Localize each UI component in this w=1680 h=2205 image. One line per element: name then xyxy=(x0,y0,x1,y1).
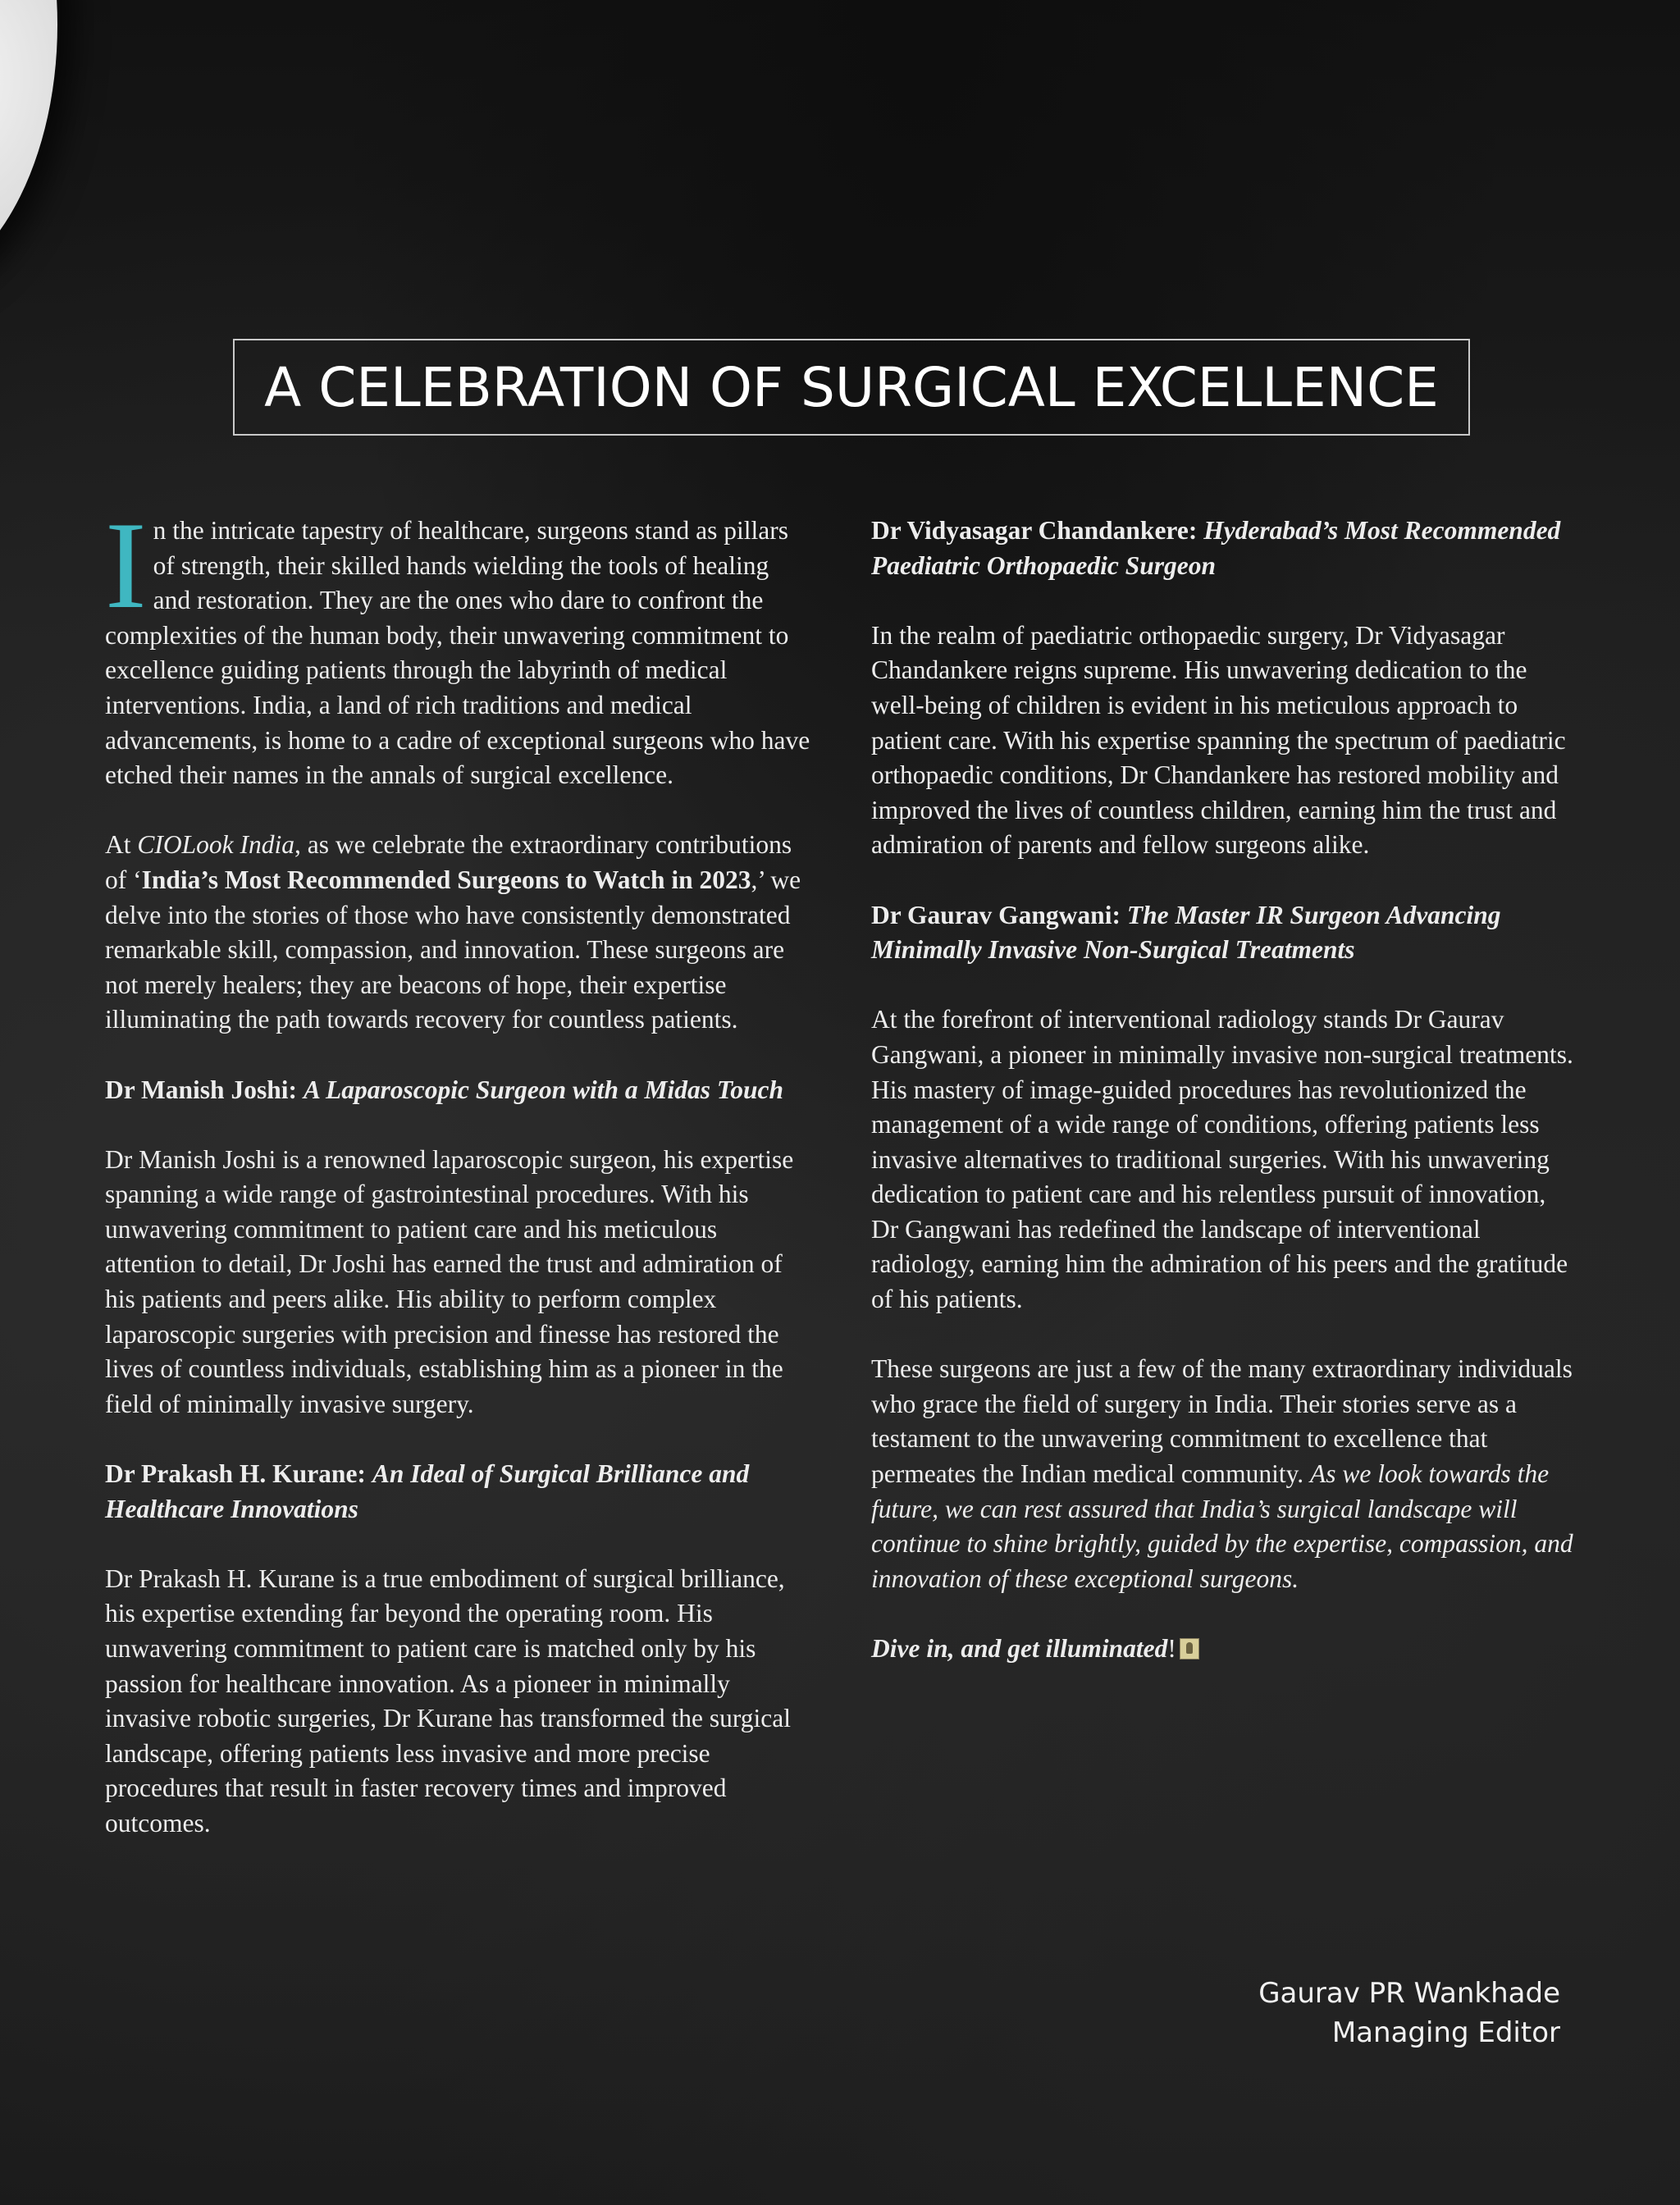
profile-heading-gangwani xyxy=(871,898,1577,968)
profile-subtitle: The Master IR Surgeon Advancing Minimally Invasive Non-Surgical Treatments xyxy=(871,900,1501,965)
profile-name: Dr Gaurav Gangwani: xyxy=(871,900,1121,929)
call-to-action xyxy=(871,1632,1577,1667)
profile-body-chandankere: In the realm of paediatric orthopaedic surgery, Dr Vidyasagar Chandankere reigns supreme. His unwavering dedication to the well-being of children is evident in his meticulous approach to patient care. With his expertise spanning the spectrum of paediatric orthopaedic conditions, Dr Chandankere has restored mobility and improved the lives of countless children, earning him the trust and admiration of parents and fellow surgeons alike. xyxy=(871,620,1566,860)
intro-text-1: n the intricate tapestry of healthcare, surgeons stand as pillars of strength, their skilled hands wielding the tools of healing and restoration. They are the ones who dare to confront the complexities of the human body, their unwavering commitment to excellence guiding patients through the labyrinth of medical interventions. India, a land of rich traditions and medical advancements, is home to a cadre of exceptional surgeons who have etched their names in the annals of surgical excellence. xyxy=(105,516,810,790)
profile-heading-joshi xyxy=(105,1073,812,1108)
profile-heading-chandankere xyxy=(871,514,1577,583)
signature xyxy=(1258,1974,1560,2052)
list-title: India’s Most Recommended Surgeons to Watch in 2023 xyxy=(141,865,751,894)
intro-text-2a: At xyxy=(105,830,138,860)
intro-paragraph-1 xyxy=(105,496,812,793)
closing-paragraph xyxy=(871,1352,1577,1596)
coffee-cup-decoration xyxy=(0,0,57,295)
lightbulb-icon xyxy=(1180,1638,1199,1659)
profile-name: Dr Vidyasagar Chandankere: xyxy=(871,516,1198,545)
profile-subtitle: An Ideal of Surgical Brilliance and Healthcare Innovations xyxy=(105,1459,750,1523)
intro-text-2c: ,’ we delve into the stories of those who have consistently demonstrated remarkable skill, compassion, and innovation. These surgeons are not merely healers; they are beacons of hope, their expertise illuminating the path towards recovery for countless patients. xyxy=(105,865,801,1034)
right-column xyxy=(871,514,1577,1701)
title-box xyxy=(233,339,1470,436)
profile-name: Dr Manish Joshi: xyxy=(105,1075,297,1104)
cta-text: Dive in, and get illuminated xyxy=(871,1634,1168,1663)
left-column xyxy=(105,496,812,1842)
intro-paragraph-2 xyxy=(105,828,812,1038)
intro-text-2b: , as we celebrate the extraordinary contributions of ‘ xyxy=(105,830,792,894)
drop-cap: I xyxy=(105,496,147,634)
cta-punct: ! xyxy=(1167,1634,1176,1663)
editor-role: Managing Editor xyxy=(1331,2016,1560,2049)
profile-body-joshi: Dr Manish Joshi is a renowned laparoscopic surgeon, his expertise spanning a wide range of gastrointestinal procedures. With his unwavering commitment to patient care and his meticulous attention to detail, Dr Joshi has earned the trust and admiration of his patients and peers alike. His ability to perform complex laparoscopic surgeries with precision and finesse has restored the lives of countless individuals, establishing him as a pioneer in the field of minimally invasive surgery. xyxy=(105,1144,794,1418)
closing-text: These surgeons are just a few of the many extraordinary individuals who grace the field of surgery in India. Their stories serve as a testament to the unwavering commitment to excellence that permeates the Indian medical community. xyxy=(871,1354,1573,1489)
closing-italic: As we look towards the future, we can rest assured that India’s surgical landscape will continue to shine brightly, guided by the expertise, compassion, and innovation of these exceptional surgeons. xyxy=(871,1459,1573,1593)
profile-name: Dr Prakash H. Kurane: xyxy=(105,1459,366,1489)
profile-subtitle: Hyderabad’s Most Recommended Paediatric Orthopaedic Surgeon xyxy=(871,516,1561,580)
editor-name: Gaurav PR Wankhade xyxy=(1258,1977,1560,2010)
profile-body-kurane: Dr Prakash H. Kurane is a true embodiment of surgical brilliance, his expertise extending far beyond the operating room. His unwavering commitment to patient care is matched only by his passion for healthcare innovation. As a pioneer in minimally invasive robotic surgeries, Dr Kurane has transformed the surgical landscape, offering patients less invasive and more precise procedures that result in faster recovery times and improved outcomes. xyxy=(105,1564,791,1838)
profile-subtitle: A Laparoscopic Surgeon with a Midas Touch xyxy=(303,1075,784,1104)
magazine-name: CIOLook India xyxy=(137,830,294,860)
profile-body-gangwani: At the forefront of interventional radiology stands Dr Gaurav Gangwani, a pioneer in minimally invasive non-surgical treatments. His mastery of image-guided procedures has revolutionized the management of a wide range of conditions, offering patients less invasive alternatives to traditional surgeries. With his unwavering dedication to patient care and his relentless pursuit of innovation, Dr Gangwani has redefined the landscape of interventional radiology, earning him the admiration of his peers and the gratitude of his patients. xyxy=(871,1005,1573,1314)
profile-heading-kurane xyxy=(105,1457,812,1527)
page-title: A CELEBRATION OF SURGICAL EXCELLENCE xyxy=(264,355,1439,419)
